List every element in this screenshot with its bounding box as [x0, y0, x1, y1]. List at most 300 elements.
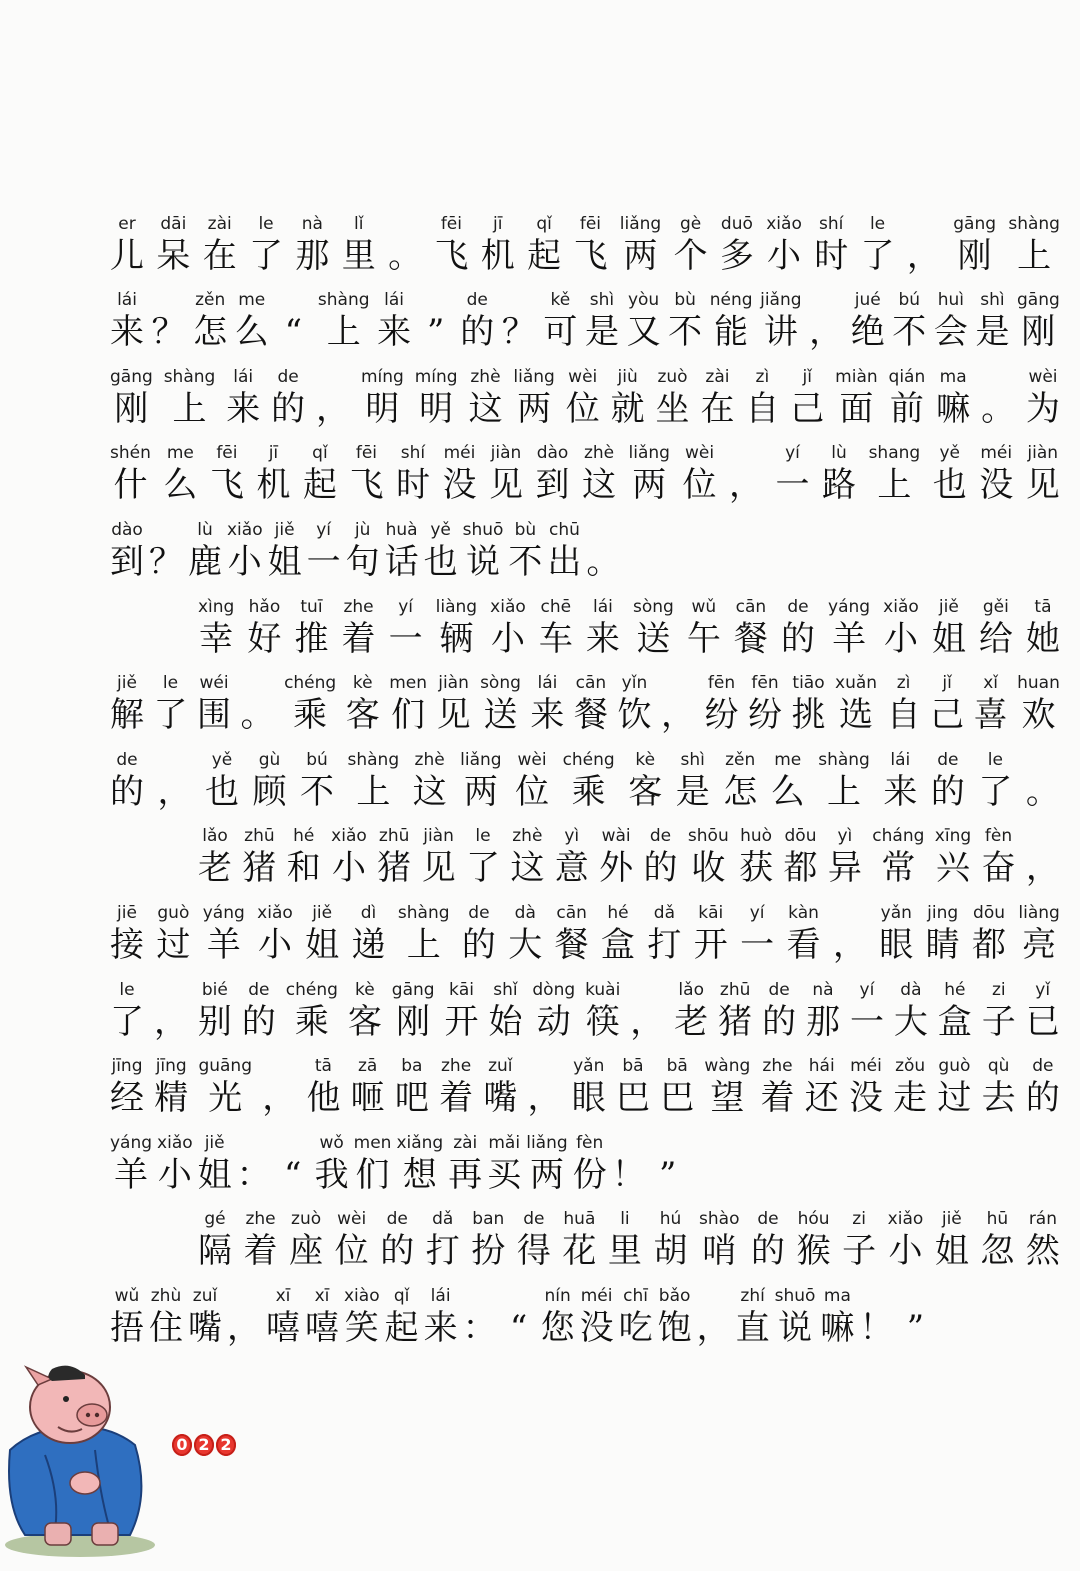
pinyin: zā	[357, 1056, 378, 1077]
pinyin: qián	[888, 366, 926, 387]
hanzi: 猪	[718, 1001, 753, 1042]
character-unit	[766, 213, 802, 277]
pinyin: kè	[354, 979, 375, 1000]
hanzi: 接	[110, 924, 144, 965]
pinyin: xiǎo	[227, 519, 263, 540]
pinyin: dǎ	[432, 1209, 454, 1230]
hanzi: 机	[256, 465, 291, 506]
character-unit	[975, 289, 1009, 353]
pinyin: hǎo	[248, 596, 281, 617]
character-unit	[436, 596, 477, 660]
character-unit	[835, 366, 877, 430]
pinyin: lù	[831, 443, 847, 464]
character-unit	[740, 902, 774, 966]
character-unit	[110, 519, 144, 583]
character-unit	[164, 366, 216, 430]
hanzi: 推	[294, 618, 329, 659]
pinyin: xī	[275, 1285, 291, 1306]
character-unit	[775, 1285, 816, 1349]
pinyin: jī	[493, 213, 503, 234]
hanzi: 话	[384, 541, 419, 582]
character-unit	[931, 749, 965, 813]
pinyin: bù	[674, 290, 696, 311]
character-unit	[797, 1208, 831, 1272]
character-unit	[226, 366, 260, 430]
pinyin: zhe	[245, 1209, 276, 1230]
pinyin: kāi	[449, 979, 474, 1000]
pinyin: jiàn	[438, 673, 469, 694]
character-unit	[203, 902, 245, 966]
pinyin: de	[757, 1209, 779, 1230]
hanzi: 小	[883, 618, 918, 659]
pinyin: sòng	[632, 596, 674, 617]
pinyin: dì	[360, 902, 377, 923]
pinyin: yí	[859, 979, 875, 1000]
character-unit	[227, 519, 263, 583]
character-unit	[305, 1285, 339, 1349]
pinyin: xiǎo	[887, 1209, 924, 1230]
hanzi: 老	[674, 1001, 709, 1042]
pinyin: zhū	[378, 826, 410, 847]
pinyin: liàng	[1018, 902, 1060, 923]
hanzi: 来	[423, 1307, 458, 1348]
pinyin: bù	[514, 519, 537, 540]
pinyin: de	[466, 290, 488, 311]
hanzi: 来	[110, 312, 144, 353]
character-unit	[585, 289, 619, 353]
hanzi: 纷	[748, 695, 782, 736]
hanzi: 起	[302, 465, 337, 506]
character-unit	[205, 749, 239, 813]
character-unit	[487, 1132, 521, 1196]
hanzi: ”	[426, 312, 445, 353]
pinyin: míng	[414, 366, 458, 387]
pinyin: de	[248, 979, 270, 1000]
character-unit	[936, 366, 970, 430]
character-unit	[526, 1132, 567, 1196]
hanzi: 吃	[618, 1307, 653, 1348]
character-unit	[331, 825, 367, 889]
hanzi: ，	[809, 312, 844, 353]
character-unit	[760, 289, 801, 353]
character-unit	[268, 519, 302, 583]
character-unit	[718, 979, 752, 1043]
pinyin: jiàn	[1027, 443, 1059, 464]
pinyin: lái	[233, 366, 254, 387]
hanzi: 自	[886, 695, 921, 736]
hanzi: 常	[881, 848, 916, 889]
character-unit	[932, 596, 966, 660]
hanzi: 小	[227, 541, 262, 582]
pinyin: de	[649, 826, 672, 847]
pinyin: sòng	[480, 673, 521, 694]
character-unit	[729, 442, 763, 506]
pinyin: méi	[443, 443, 476, 464]
hanzi: 过	[156, 924, 191, 965]
pinyin: yì	[564, 826, 580, 847]
character-unit	[889, 366, 926, 430]
hanzi: 的	[762, 1001, 797, 1042]
character-unit	[110, 672, 144, 736]
pinyin: lái	[537, 673, 558, 694]
hanzi: 姐	[305, 924, 340, 965]
pinyin: me	[166, 443, 194, 464]
character-unit	[898, 1285, 932, 1349]
character-unit	[468, 366, 502, 430]
character-unit	[828, 825, 862, 889]
pinyin: yòu	[627, 290, 660, 311]
character-unit	[110, 902, 144, 966]
text-line	[110, 430, 1060, 507]
character-unit	[303, 442, 337, 506]
pinyin: xīng	[934, 826, 972, 847]
pinyin: zěn	[195, 290, 226, 311]
character-unit	[188, 519, 222, 583]
pinyin: de	[787, 596, 809, 617]
hanzi: 再	[448, 1154, 483, 1195]
pinyin: xī	[314, 1285, 330, 1306]
character-unit	[859, 1285, 893, 1349]
character-unit	[481, 213, 515, 277]
character-unit	[527, 213, 561, 277]
pinyin: yáng	[828, 596, 871, 617]
hanzi: 饱	[657, 1307, 692, 1348]
hanzi: 乘	[293, 695, 328, 736]
hanzi: 位	[682, 465, 717, 506]
hanzi: 好	[247, 618, 282, 659]
hanzi: 见	[436, 695, 471, 736]
character-unit	[543, 289, 577, 353]
pinyin: tuī	[300, 596, 323, 617]
character-unit	[736, 1285, 770, 1349]
hanzi: 异	[827, 848, 862, 889]
character-unit	[972, 902, 1006, 966]
character-unit	[585, 979, 620, 1043]
hanzi: 机	[480, 235, 515, 276]
hanzi: 嘛	[820, 1307, 855, 1348]
hanzi: 亮	[1022, 924, 1057, 965]
character-unit	[517, 1208, 551, 1272]
pinyin: zài	[453, 1132, 478, 1153]
hanzi: 小	[767, 235, 802, 276]
character-unit	[257, 902, 293, 966]
text-line	[110, 353, 1060, 430]
character-unit	[306, 1055, 340, 1119]
hanzi: 么	[234, 312, 269, 353]
pinyin: wèi	[568, 366, 598, 387]
pinyin: zhù	[150, 1285, 182, 1306]
character-unit	[887, 672, 921, 736]
hanzi: 的	[1025, 1078, 1060, 1119]
character-unit	[617, 672, 651, 736]
character-unit	[502, 1285, 536, 1349]
hanzi: ”	[658, 1154, 677, 1195]
pinyin: tā	[314, 1056, 332, 1077]
character-unit	[508, 519, 542, 583]
character-unit	[442, 442, 476, 506]
hanzi: 了	[465, 848, 500, 889]
character-unit	[156, 902, 190, 966]
pinyin: shàng	[1008, 213, 1060, 234]
character-unit	[198, 979, 232, 1043]
hanzi: 动	[536, 1001, 571, 1042]
pinyin: yáng	[202, 902, 245, 923]
pinyin: shì	[980, 290, 1005, 311]
character-unit	[933, 442, 967, 506]
pinyin: miàn	[835, 366, 878, 387]
pinyin: gěi	[982, 596, 1009, 617]
character-unit	[586, 519, 620, 583]
character-unit	[253, 749, 287, 813]
character-unit	[883, 596, 919, 660]
hanzi: 猪	[377, 848, 412, 889]
hanzi: 出	[547, 541, 582, 582]
character-unit	[539, 596, 573, 660]
hanzi: ，	[696, 1307, 731, 1348]
pinyin: wàng	[704, 1056, 751, 1077]
character-unit	[1018, 902, 1059, 966]
character-unit	[388, 213, 422, 277]
character-unit	[466, 825, 500, 889]
character-unit	[697, 1285, 731, 1349]
hanzi: 己	[930, 695, 965, 736]
pinyin: jiē	[117, 902, 137, 923]
hanzi: 走	[893, 1078, 928, 1119]
pinyin: xiǎo	[766, 213, 802, 234]
character-unit	[198, 825, 232, 889]
character-unit	[513, 366, 554, 430]
hanzi: 餐	[573, 695, 608, 736]
pinyin: yí	[398, 596, 413, 617]
hanzi: 起	[527, 235, 562, 276]
text-line	[110, 1272, 1060, 1349]
character-unit	[294, 596, 328, 660]
character-unit	[1017, 672, 1060, 736]
pinyin: guò	[157, 902, 190, 923]
hanzi: 见	[489, 465, 523, 506]
hanzi: 明	[365, 388, 400, 429]
character-unit	[628, 749, 662, 813]
character-unit	[426, 1208, 460, 1272]
hanzi: 花	[562, 1231, 597, 1272]
hanzi: 刚	[957, 235, 992, 276]
character-unit	[820, 1285, 854, 1349]
hanzi: 面	[839, 388, 874, 429]
character-unit	[935, 825, 971, 889]
hanzi: 。	[1025, 771, 1060, 812]
pinyin: hé	[293, 826, 315, 847]
hanzi: 们	[391, 695, 426, 736]
character-unit	[761, 1055, 795, 1119]
hanzi: 来	[530, 695, 565, 736]
character-unit	[566, 366, 600, 430]
pinyin: lái	[890, 749, 911, 770]
hanzi: 。	[586, 541, 621, 582]
pinyin: xiǎo	[490, 596, 526, 617]
character-unit	[351, 1055, 385, 1119]
hanzi: 咂	[350, 1078, 385, 1119]
character-unit	[385, 1285, 419, 1349]
pinyin: lǐ	[353, 213, 364, 234]
hanzi: 也	[205, 771, 239, 812]
hanzi: 在	[202, 235, 237, 276]
hanzi: ！	[859, 1307, 894, 1348]
character-unit	[771, 749, 805, 813]
character-unit	[814, 213, 848, 277]
pinyin: qù	[987, 1056, 1010, 1077]
pinyin: ma	[939, 366, 967, 387]
hanzi: 和	[286, 848, 321, 889]
hanzi: 眼	[879, 924, 914, 965]
hanzi: 时	[395, 465, 430, 506]
character-unit	[809, 289, 843, 353]
hanzi: 吧	[394, 1078, 429, 1119]
character-unit	[694, 902, 728, 966]
hanzi: 的	[241, 1001, 276, 1042]
pinyin: dà	[900, 979, 922, 1000]
hanzi: 上	[827, 771, 862, 812]
pinyin: gāng	[953, 213, 997, 234]
hanzi: 。	[240, 695, 275, 736]
pinyin: zhū	[244, 826, 275, 847]
pinyin: fēi	[216, 443, 238, 464]
hanzi: 一	[306, 541, 341, 582]
pinyin: kě	[550, 290, 571, 311]
character-unit	[158, 749, 192, 813]
character-unit	[656, 366, 690, 430]
pinyin: gè	[679, 213, 702, 234]
pinyin: dà	[514, 902, 536, 923]
character-unit	[154, 1055, 188, 1119]
pinyin: zhe	[441, 1056, 472, 1077]
pinyin: guāng	[198, 1056, 252, 1077]
character-unit	[415, 366, 458, 430]
hanzi: 哨	[702, 1231, 737, 1272]
character-unit	[385, 519, 419, 583]
hanzi: 两	[463, 771, 498, 812]
pinyin: de	[523, 1209, 545, 1230]
pinyin: le	[987, 749, 1003, 770]
hanzi: 奋	[981, 848, 1016, 889]
pinyin: dòng	[532, 979, 576, 1000]
character-unit	[110, 213, 144, 277]
pinyin: le	[869, 213, 886, 234]
character-unit	[157, 1132, 193, 1196]
character-unit	[974, 672, 1008, 736]
pinyin: jiě	[274, 519, 295, 540]
hanzi: 姐	[267, 541, 302, 582]
character-unit	[502, 289, 536, 353]
character-unit	[342, 596, 376, 660]
character-unit	[389, 672, 427, 736]
pinyin: gé	[204, 1209, 226, 1230]
pinyin: jiě	[941, 1209, 962, 1230]
character-unit	[1026, 1208, 1060, 1272]
hanzi: 。	[981, 388, 1016, 429]
character-unit	[488, 979, 522, 1043]
hanzi: 会	[933, 312, 968, 353]
character-unit	[380, 1208, 414, 1272]
hanzi: 那	[295, 235, 330, 276]
hanzi: 羊	[832, 618, 867, 659]
pinyin: zǒu	[895, 1056, 926, 1077]
pinyin: jiě	[312, 902, 333, 923]
character-unit	[284, 672, 336, 736]
hanzi: 买	[487, 1154, 522, 1195]
character-unit	[541, 1285, 575, 1349]
pinyin: de	[277, 366, 299, 387]
pinyin: dào	[111, 519, 143, 540]
hanzi: 的	[751, 1231, 786, 1272]
pinyin: de	[386, 1209, 408, 1230]
pinyin: bā	[666, 1056, 688, 1077]
pinyin: lái	[430, 1285, 451, 1306]
hanzi: 己	[790, 388, 825, 429]
character-unit	[346, 519, 380, 583]
hanzi: 打	[425, 1231, 460, 1272]
pinyin: shén	[110, 443, 151, 464]
hanzi: 了	[249, 235, 284, 276]
hanzi: 两	[529, 1154, 564, 1195]
character-unit	[342, 213, 376, 277]
character-unit	[776, 442, 810, 506]
character-unit	[869, 442, 921, 506]
character-unit	[629, 442, 670, 506]
hanzi: 了	[978, 771, 1013, 812]
pinyin: zhí	[740, 1285, 765, 1306]
pinyin: shang	[868, 443, 921, 464]
hanzi: 上	[406, 924, 441, 965]
hanzi: 大	[508, 924, 543, 965]
hanzi: 座	[289, 1231, 324, 1272]
pinyin: de	[768, 979, 790, 1000]
pinyin: fēn	[751, 673, 779, 694]
pinyin: shuō	[462, 519, 504, 540]
hanzi: 给	[978, 618, 1013, 659]
character-unit	[676, 749, 710, 813]
pinyin: wéi	[199, 673, 229, 694]
pinyin: gù	[258, 749, 281, 770]
character-unit	[704, 1055, 750, 1119]
character-unit	[396, 1132, 443, 1196]
pinyin: shǐ	[493, 979, 518, 1000]
hanzi: 光	[208, 1078, 243, 1119]
pinyin: jiàn	[423, 826, 454, 847]
pinyin: jing	[927, 902, 959, 923]
pinyin: lái	[592, 596, 613, 617]
pinyin: jiǎng	[760, 290, 802, 311]
pinyin: kāi	[698, 902, 724, 923]
character-unit	[532, 979, 575, 1043]
character-unit	[586, 596, 620, 660]
hanzi: 笑	[344, 1307, 379, 1348]
pinyin: bú	[898, 290, 921, 311]
hanzi: 位	[515, 771, 550, 812]
hanzi: 两	[632, 465, 667, 506]
pinyin: bié	[201, 979, 228, 1000]
character-unit	[287, 825, 321, 889]
character-unit	[620, 213, 661, 277]
hanzi: 的	[460, 312, 495, 353]
character-unit	[818, 749, 870, 813]
pinyin: zhè	[414, 749, 445, 770]
character-unit	[781, 596, 815, 660]
hanzi: ：	[462, 1307, 497, 1348]
character-unit	[295, 213, 329, 277]
page-number-digit: 0	[172, 1434, 192, 1456]
hanzi: 围	[197, 695, 232, 736]
pinyin: huà	[385, 519, 418, 540]
